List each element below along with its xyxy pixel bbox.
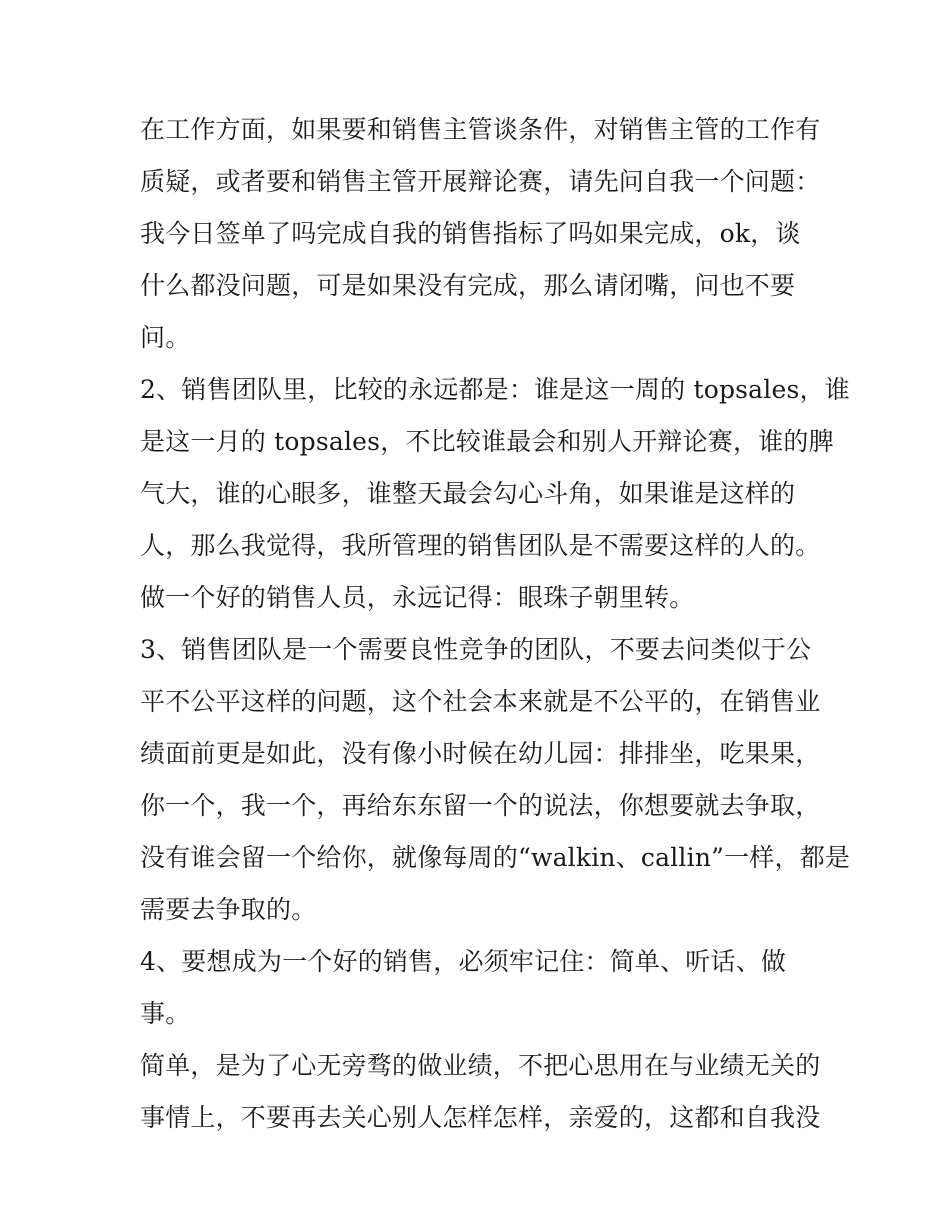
text-line: 我今日签单了吗完成自我的销售指标了吗如果完成，ok，谈 xyxy=(140,219,801,248)
text-line: 3、销售团队是一个需要良性竞争的团队，不要去问类似于公 xyxy=(140,635,812,664)
text-line: 没有谁会留一个给你，就像每周的“walkin、callin”一样，都是 xyxy=(140,843,851,872)
text-line: 你一个，我一个，再给东东留一个的说法，你想要就去争取， xyxy=(140,791,821,820)
text-line: 气大，谁的心眼多，谁整天最会勾心斗角，如果谁是这样的 xyxy=(140,479,796,508)
text-line: 什么都没问题，可是如果没有完成，那么请闭嘴，问也不要 xyxy=(140,271,796,300)
text-line: 问。 xyxy=(140,323,191,352)
text-line: 人，那么我觉得，我所管理的销售团队是不需要这样的人的。 xyxy=(140,531,821,560)
text-line: 平不公平这样的问题，这个社会本来就是不公平的，在销售业 xyxy=(140,687,821,716)
body-text xyxy=(140,104,851,1144)
text-line: 简单，是为了心无旁骛的做业绩，不把心思用在与业绩无关的 xyxy=(140,1051,821,1080)
text-line: 4、要想成为一个好的销售，必须牢记住：简单、听话、做 xyxy=(140,947,787,976)
text-line: 在工作方面，如果要和销售主管谈条件，对销售主管的工作有 xyxy=(140,115,821,144)
text-line: 质疑，或者要和销售主管开展辩论赛，请先问自我一个问题： xyxy=(140,167,821,196)
text-line: 是这一月的 topsales，不比较谁最会和别人开辩论赛，谁的脾 xyxy=(140,427,834,456)
text-line: 做一个好的销售人员，永远记得：眼珠子朝里转。 xyxy=(140,583,695,612)
text-line: 需要去争取的。 xyxy=(140,895,317,924)
text-line: 2、销售团队里，比较的永远都是：谁是这一周的 topsales，谁 xyxy=(140,375,850,404)
text-line: 事情上，不要再去关心别人怎样怎样，亲爱的，这都和自我没 xyxy=(140,1103,821,1132)
text-line: 绩面前更是如此，没有像小时候在幼儿园：排排坐，吃果果， xyxy=(140,739,821,768)
text-line: 事。 xyxy=(140,999,191,1028)
